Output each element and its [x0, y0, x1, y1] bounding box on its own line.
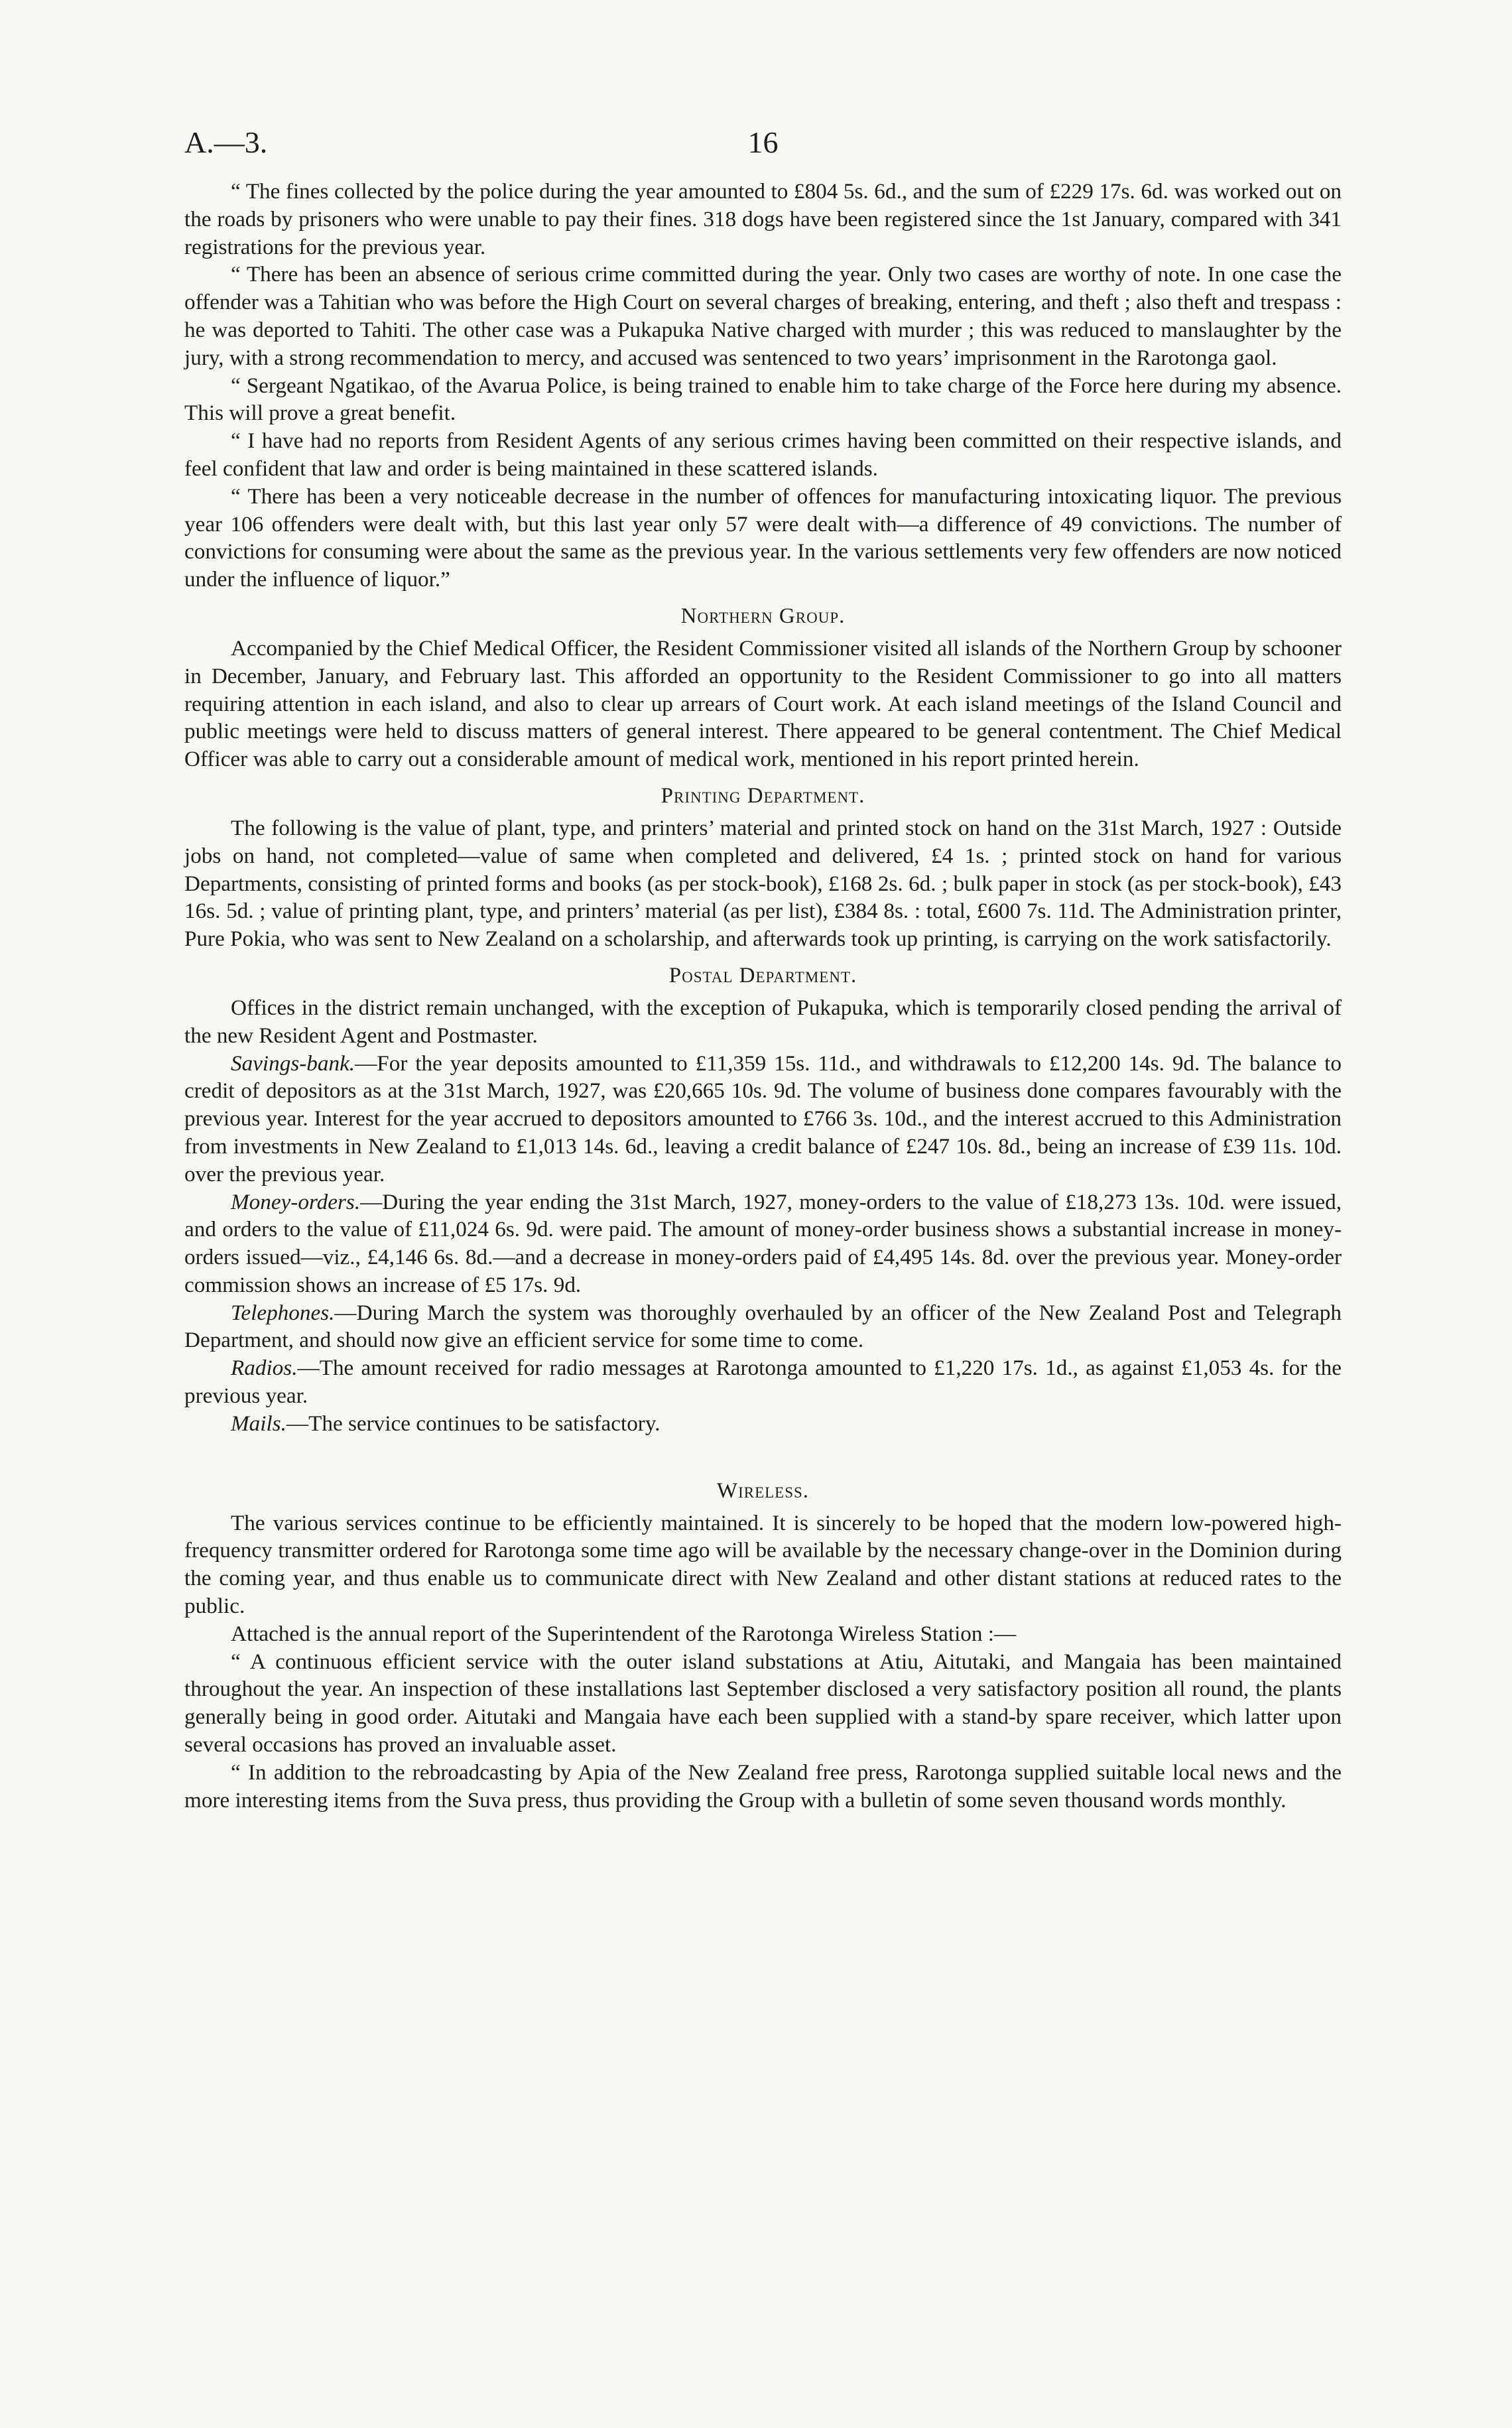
paragraph-text: —During the year ending the 31st March, 1927, money-orders to the value of £18,273 13s. 10d. were issued, and orders to the value of £11,024 6s. 9d. were paid. The amount of money-order business shows a substantial increase in money-orders issued—viz., £4,146 6s. 8d.—and a decrease in money-orders paid of £4,495 14s. 8d. over the previous year. Money-order commission shows an increase of £5 17s. 9d. — [184, 1189, 1342, 1297]
paragraph: “ There has been an absence of serious crime committed during the year. Only two cases are worthy of note. In one case the offender was a Tahitian who was before the High Court on several charges of breaking, entering, and theft ; also theft and trespass : he was deported to Tahiti. The other case was a Pukapuka Native charged with murder ; this was reduced to manslaughter by the jury, with a strong recommendation to mercy, and accused was sentenced to two years’ imprisonment in the Rarotonga gaol. — [184, 262, 1342, 370]
paragraph-text: —The amount received for radio messages at Rarotonga amounted to £1,220 17s. 1d., as against £1,053 4s. for the previous year. — [184, 1356, 1342, 1409]
paragraph: The various services continue to be efficiently maintained. It is sincerely to be hoped that the modern low-powered high-frequency transmitter ordered for Rarotonga some time ago will be available by the necessary change-over in the Dominion during the coming year, and thus enable us to communicate direct with New Zealand and other distant stations at reduced rates to the public. — [184, 1510, 1342, 1619]
printing-department-section — [184, 783, 1342, 953]
run-in-heading: Savings-bank. — [231, 1051, 355, 1076]
northern-group-section — [184, 603, 1342, 773]
run-in-heading: Money-orders. — [231, 1189, 361, 1214]
document-reference: A.—3. — [184, 125, 268, 159]
paragraph: “ The fines collected by the police during the year amounted to £804 5s. 6d., and the sum of £229 17s. 6d. was worked out on the roads by prisoners who were unable to pay their fines. 318 dogs have been registered since the 1st January, compared with 341 registrations for the previous year. — [184, 179, 1342, 259]
page-number: 16 — [747, 125, 779, 159]
wireless-section — [184, 1478, 1342, 1815]
postal-department-section — [184, 962, 1342, 1438]
section-heading: Postal Department. — [668, 963, 857, 988]
savings-bank-paragraph — [184, 1050, 1342, 1188]
run-in-heading: Mails. — [231, 1411, 286, 1436]
paragraph: Offices in the district remain unchanged, with the exception of Pukapuka, which is temporarily closed pending the arrival of the new Resident Agent and Postmaster. — [184, 995, 1342, 1048]
paragraph: “ Sergeant Ngatikao, of the Avarua Police, is being trained to enable him to take charge of the Force here during my absence. This will prove a great benefit. — [184, 373, 1342, 426]
telephones-paragraph — [184, 1299, 1342, 1355]
paragraph-text: —The service continues to be satisfactory. — [286, 1411, 661, 1436]
page-header — [184, 125, 1342, 178]
mails-paragraph — [184, 1410, 1342, 1438]
money-orders-paragraph — [184, 1188, 1342, 1299]
paragraph: “ There has been a very noticeable decrease in the number of offences for manufacturing intoxicating liquor. The previous year 106 offenders were dealt with, but this last year only 57 were dealt with—a difference of 49 convictions. The number of convictions for consuming were about the same as the previous year. In the various settlements very few offenders are now noticed under the influence of liquor.” — [184, 483, 1342, 592]
run-in-heading: Telephones. — [231, 1300, 335, 1325]
radios-paragraph — [184, 1354, 1342, 1410]
section-heading: Wireless. — [716, 1478, 810, 1503]
paragraph: “ In addition to the rebroadcasting by Apia of the New Zealand free press, Rarotonga supplied suitable local news and the more interesting items from the Suva press, thus providing the Group with a bulletin of some seven thousand words monthly. — [184, 1759, 1342, 1813]
section-heading: Northern Group. — [680, 604, 846, 628]
paragraph: The following is the value of plant, type, and printers’ material and printed stock on hand on the 31st March, 1927 : Outside jobs on hand, not completed—value of same when completed and delivered, £4 1s. ; printed stock on hand for various Departments, consisting of printed forms and books (as per stock-book), £168 2s. 6d. ; bulk paper in stock (as per stock-book), £43 16s. 5d. ; value of printing plant, type, and printers’ material (as per list), £384 8s. : total, £600 7s. 11d. The Administration printer, Pure Pokia, who was sent to New Zealand on a scholarship, and afterwards took up printing, is carrying on the work satisfactorily. — [184, 815, 1342, 952]
police-report-section — [184, 178, 1342, 594]
paragraph-text: —During March the system was thoroughly overhauled by an officer of the New Zealand Post and Telegraph Department, and should now give an efficient service for some time to come. — [184, 1300, 1342, 1353]
paragraph: “ I have had no reports from Resident Agents of any serious crimes having been committed on their respective islands, and feel confident that law and order is being maintained in these scattered islands. — [184, 428, 1342, 481]
paragraph: “ A continuous efficient service with the outer island substations at Atiu, Aitutaki, and Mangaia has been maintained throughout the year. An inspection of these installations last September disclosed a very satisfactory position all round, the plants generally being in good order. Aitutaki and Mangaia have each been supplied with a stand-by spare receiver, which latter upon several occasions has proved an invaluable asset. — [184, 1649, 1342, 1757]
paragraph-text: —For the year deposits amounted to £11,359 15s. 11d., and withdrawals to £12,200 14s. 9d. The balance to credit of depositors as at the 31st March, 1927, was £20,665 10s. 9d. The volume of business done compares favourably with the previous year. Interest for the year accrued to depositors amounted to £766 3s. 10d., and the interest accrued to this Administration from investments in New Zealand to £1,013 14s. 6d., leaving a credit balance of £247 10s. 8d., being an increase of £39 11s. 10d. over the previous year. — [184, 1051, 1342, 1186]
run-in-heading: Radios. — [231, 1356, 298, 1381]
document-page — [184, 125, 1342, 1814]
paragraph: Attached is the annual report of the Superintendent of the Rarotonga Wireless Station :— — [231, 1621, 1017, 1646]
section-heading: Printing Department. — [661, 783, 865, 808]
paragraph: Accompanied by the Chief Medical Officer, the Resident Commissioner visited all islands of the Northern Group by schooner in December, January, and February last. This afforded an opportunity to the Resident Commissioner to go into all matters requiring attention in each island, and also to clear up arrears of Court work. At each island meetings of the Island Council and public meetings were held to discuss matters of general interest. There appeared to be general contentment. The Chief Medical Officer was able to carry out a considerable amount of medical work, mentioned in his report printed herein. — [184, 635, 1342, 772]
